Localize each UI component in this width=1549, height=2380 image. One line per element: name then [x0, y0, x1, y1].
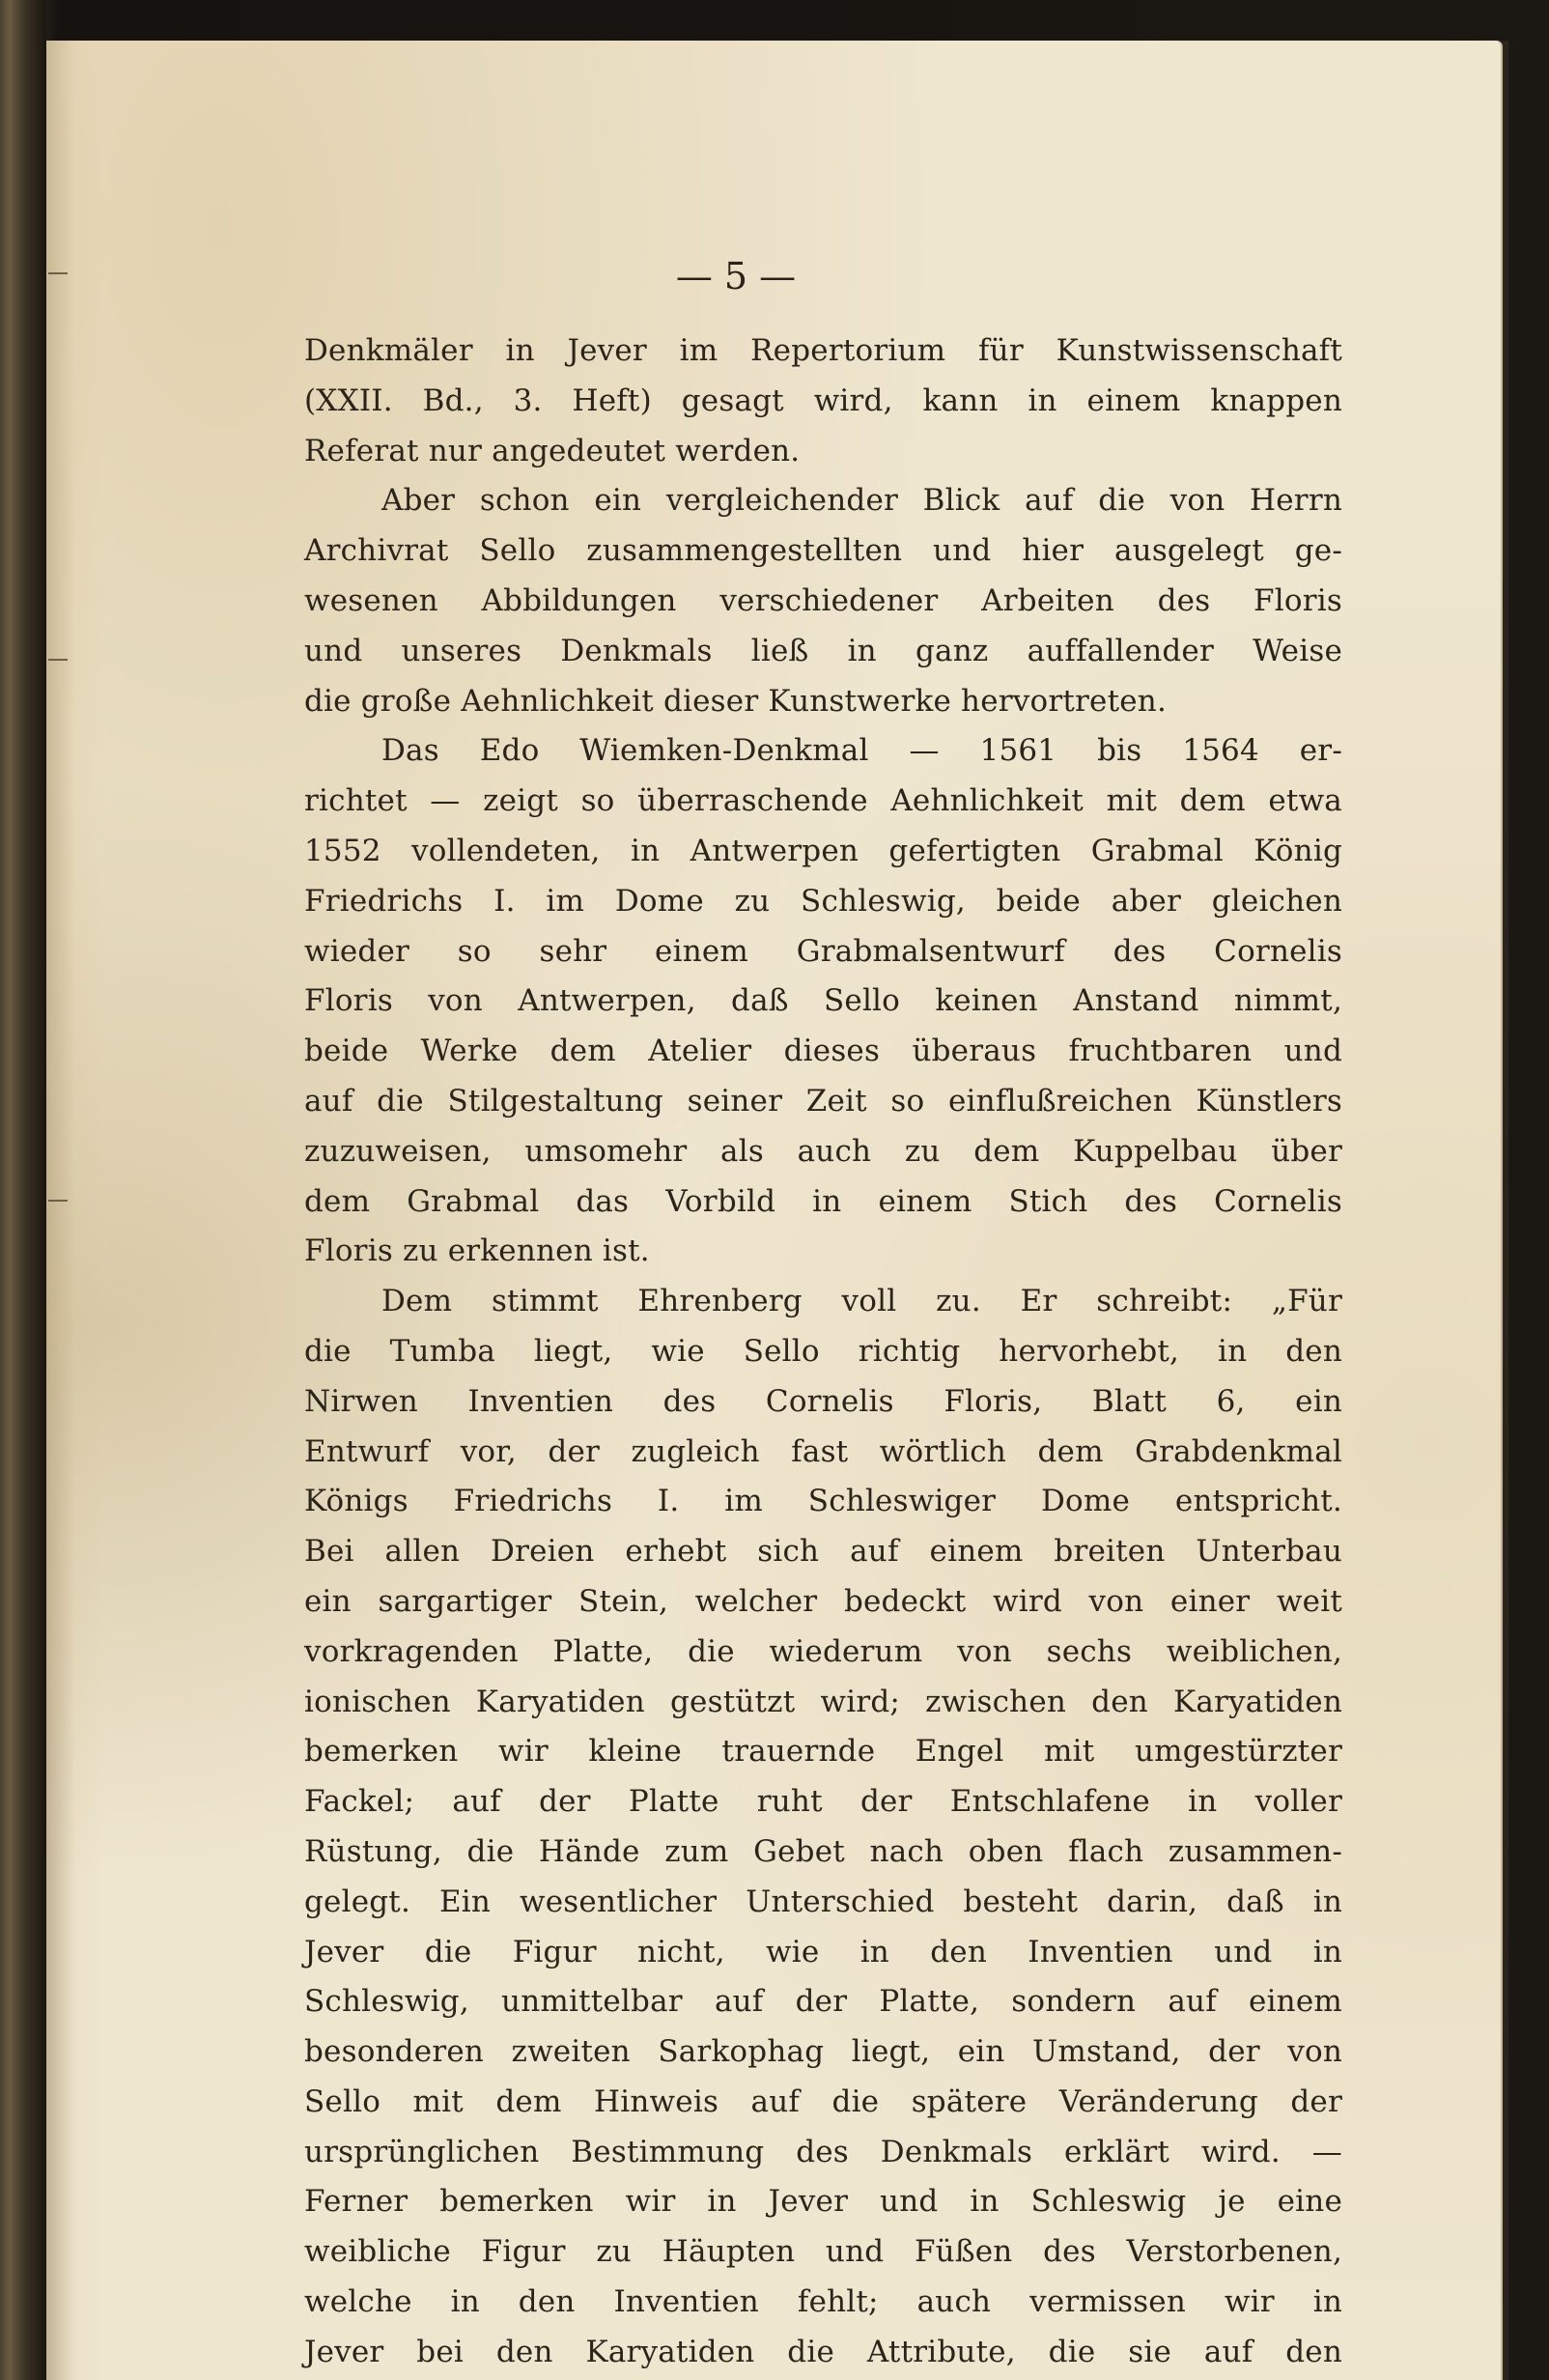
text-line: (XXII. Bd., 3. Heft) gesagt wird, kann in einem knappen — [304, 382, 1342, 418]
text-line: Jever die Figur nicht, wie in den Inventien und in — [304, 1934, 1342, 1969]
text-line: Entwurf vor, der zugleich fast wörtlich dem Grabdenkmal — [304, 1433, 1342, 1469]
text-line: Ferner bemerken wir in Jever und in Schleswig je eine — [304, 2184, 1342, 2220]
book-page — [46, 41, 1503, 2380]
text-line: Floris von Antwerpen, daß Sello keinen Anstand nimmt, — [304, 983, 1342, 1019]
text-line: und unseres Denkmals ließ in ganz auffallender Weise — [304, 633, 1342, 668]
text-line: Schleswig, unmittelbar auf der Platte, sondern auf einem — [304, 1984, 1342, 2020]
text-line: die Tumba liegt, wie Sello richtig hervorhebt, in den — [304, 1333, 1342, 1369]
text-line: wieder so sehr einem Grabmalsentwurf des Cornelis — [304, 933, 1342, 969]
text-line: Aber schon ein vergleichender Blick auf die von Herrn — [381, 483, 1342, 519]
page-number-header: — 5 — — [675, 255, 797, 298]
text-line: bemerken wir kleine trauernde Engel mit umgestürzter — [304, 1734, 1342, 1770]
text-line: Denkmäler in Jever im Repertorium für Kunstwissenschaft — [304, 333, 1342, 368]
text-line: richtet — zeigt so überraschende Aehnlichkeit mit dem etwa — [304, 783, 1342, 819]
text-line: Floris zu erkennen ist. — [304, 1233, 650, 1269]
text-line: Fackel; auf der Platte ruht der Entschlafene in voller — [304, 1784, 1342, 1820]
text-line: Nirwen Inventien des Cornelis Floris, Blatt 6, ein — [304, 1383, 1342, 1419]
text-line: Friedrichs I. im Dome zu Schleswig, beide aber gleichen — [304, 883, 1342, 919]
book-spine — [0, 0, 46, 2380]
text-line: auf die Stilgestaltung seiner Zeit so einflußreichen Künstlers — [304, 1083, 1342, 1119]
gutter-mark — [48, 1200, 68, 1202]
text-line: ursprünglichen Bestimmung des Denkmals erklärt wird. — — [304, 2134, 1342, 2169]
text-line: besonderen zweiten Sarkophag liegt, ein Umstand, der von — [304, 2034, 1342, 2070]
text-line: dem Grabmal das Vorbild in einem Stich des Cornelis — [304, 1183, 1342, 1219]
gutter-mark — [48, 659, 68, 661]
text-line: ionischen Karyatiden gestützt wird; zwischen den Karyatiden — [304, 1684, 1342, 1719]
text-line: Dem stimmt Ehrenberg voll zu. Er schreibt: „Für — [381, 1284, 1342, 1319]
text-line: Königs Friedrichs I. im Schleswiger Dome entspricht. — [304, 1484, 1342, 1519]
text-line: ein sargartiger Stein, welcher bedeckt wird von einer weit — [304, 1583, 1342, 1619]
text-line: Archivrat Sello zusammengestellten und hier ausgelegt ge- — [304, 533, 1342, 569]
text-line: 1552 vollendeten, in Antwerpen gefertigten Grabmal König — [304, 833, 1342, 868]
text-line: vorkragenden Platte, die wiederum von sechs weiblichen, — [304, 1633, 1342, 1669]
text-line: beide Werke dem Atelier dieses überaus fruchtbaren und — [304, 1034, 1342, 1069]
text-line: Jever bei den Karyatiden die Attribute, die sie auf den — [304, 2334, 1342, 2369]
page-edge — [1503, 41, 1508, 2380]
text-line: Das Edo Wiemken-Denkmal — 1561 bis 1564 er- — [381, 733, 1342, 769]
text-line: Rüstung, die Hände zum Gebet nach oben flach zusammen- — [304, 1833, 1342, 1869]
body-text — [304, 326, 1342, 2378]
text-line: gelegt. Ein wesentlicher Unterschied besteht darin, daß in — [304, 1884, 1342, 1919]
text-line: Sello mit dem Hinweis auf die spätere Veränderung der — [304, 2083, 1342, 2119]
text-line: die große Aehnlichkeit dieser Kunstwerke hervortreten. — [304, 683, 1168, 719]
text-line: wesenen Abbildungen verschiedener Arbeiten des Floris — [304, 582, 1342, 618]
text-line: Referat nur angedeutet werden. — [304, 433, 801, 468]
text-line: Bei allen Dreien erhebt sich auf einem breiten Unterbau — [304, 1534, 1342, 1570]
text-line: weibliche Figur zu Häupten und Füßen des Verstorbenen, — [304, 2234, 1342, 2270]
text-line: zuzuweisen, umsomehr als auch zu dem Kuppelbau über — [304, 1133, 1342, 1169]
text-line: welche in den Inventien fehlt; auch vermissen wir in — [304, 2284, 1342, 2320]
